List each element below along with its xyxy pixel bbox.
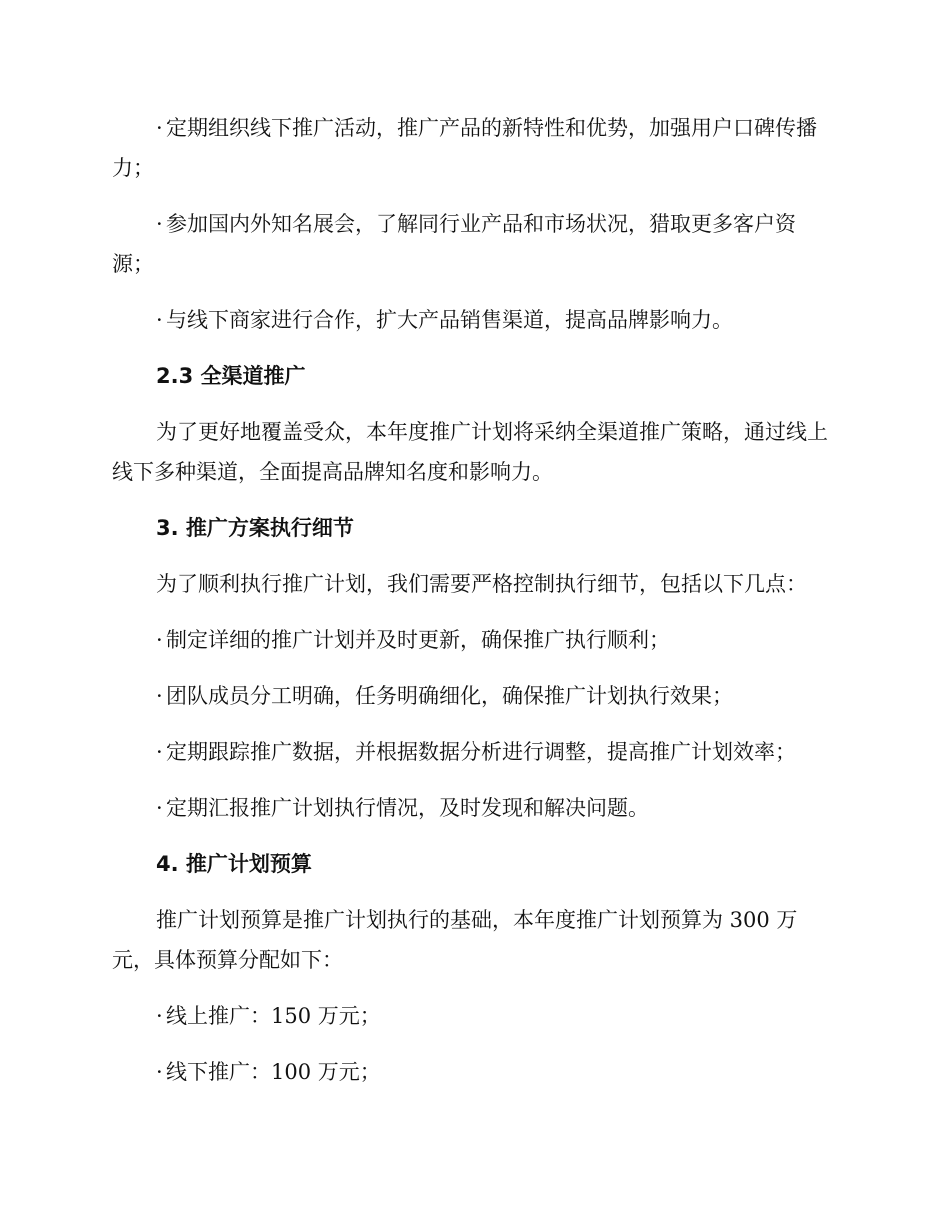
paragraph: 为了顺利执行推广计划，我们需要严格控制执行细节，包括以下几点： — [156, 572, 807, 596]
bullet-dot: · — [156, 1004, 163, 1028]
list-item: · 与线下商家进行合作，扩大产品销售渠道，提高品牌影响力。 — [112, 300, 832, 340]
bullet-dot: · — [156, 308, 163, 332]
section-heading: 3. 推广方案执行细节 — [156, 516, 354, 540]
paragraph: 推广计划预算是推广计划执行的基础，本年度推广计划预算为 300 万元，具体预算分配如下： — [112, 908, 798, 972]
list-item: · 团队成员分工明确，任务明确细化，确保推广计划执行效果； — [112, 676, 832, 716]
list-item: · 线上推广：150 万元； — [112, 996, 832, 1036]
bullet-dot: · — [156, 684, 163, 708]
list-item: · 定期组织线下推广活动，推广产品的新特性和优势，加强用户口碑传播力； — [112, 108, 832, 188]
bullet-dot: · — [156, 212, 163, 236]
bullet-dot: · — [156, 796, 163, 820]
list-item: · 制定详细的推广计划并及时更新，确保推广执行顺利； — [112, 620, 832, 660]
bullet-dot: · — [156, 116, 163, 140]
list-item: · 参加国内外知名展会，了解同行业产品和市场状况，猎取更多客户资源； — [112, 204, 832, 284]
section-heading: 4. 推广计划预算 — [156, 852, 312, 876]
bullet-dot: · — [156, 628, 163, 652]
list-item: · 定期汇报推广计划执行情况，及时发现和解决问题。 — [112, 788, 832, 828]
list-item: · 定期跟踪推广数据，并根据数据分析进行调整，提高推广计划效率； — [112, 732, 832, 772]
bullet-dot: · — [156, 740, 163, 764]
list-item: · 线下推广：100 万元； — [112, 1052, 832, 1092]
paragraph: 为了更好地覆盖受众，本年度推广计划将采纳全渠道推广策略，通过线上线下多种渠道，全面提高品牌知名度和影响力。 — [112, 420, 828, 484]
bullet-dot: · — [156, 1060, 163, 1084]
section-heading: 2.3 全渠道推广 — [156, 364, 306, 388]
document-body — [112, 108, 832, 1108]
